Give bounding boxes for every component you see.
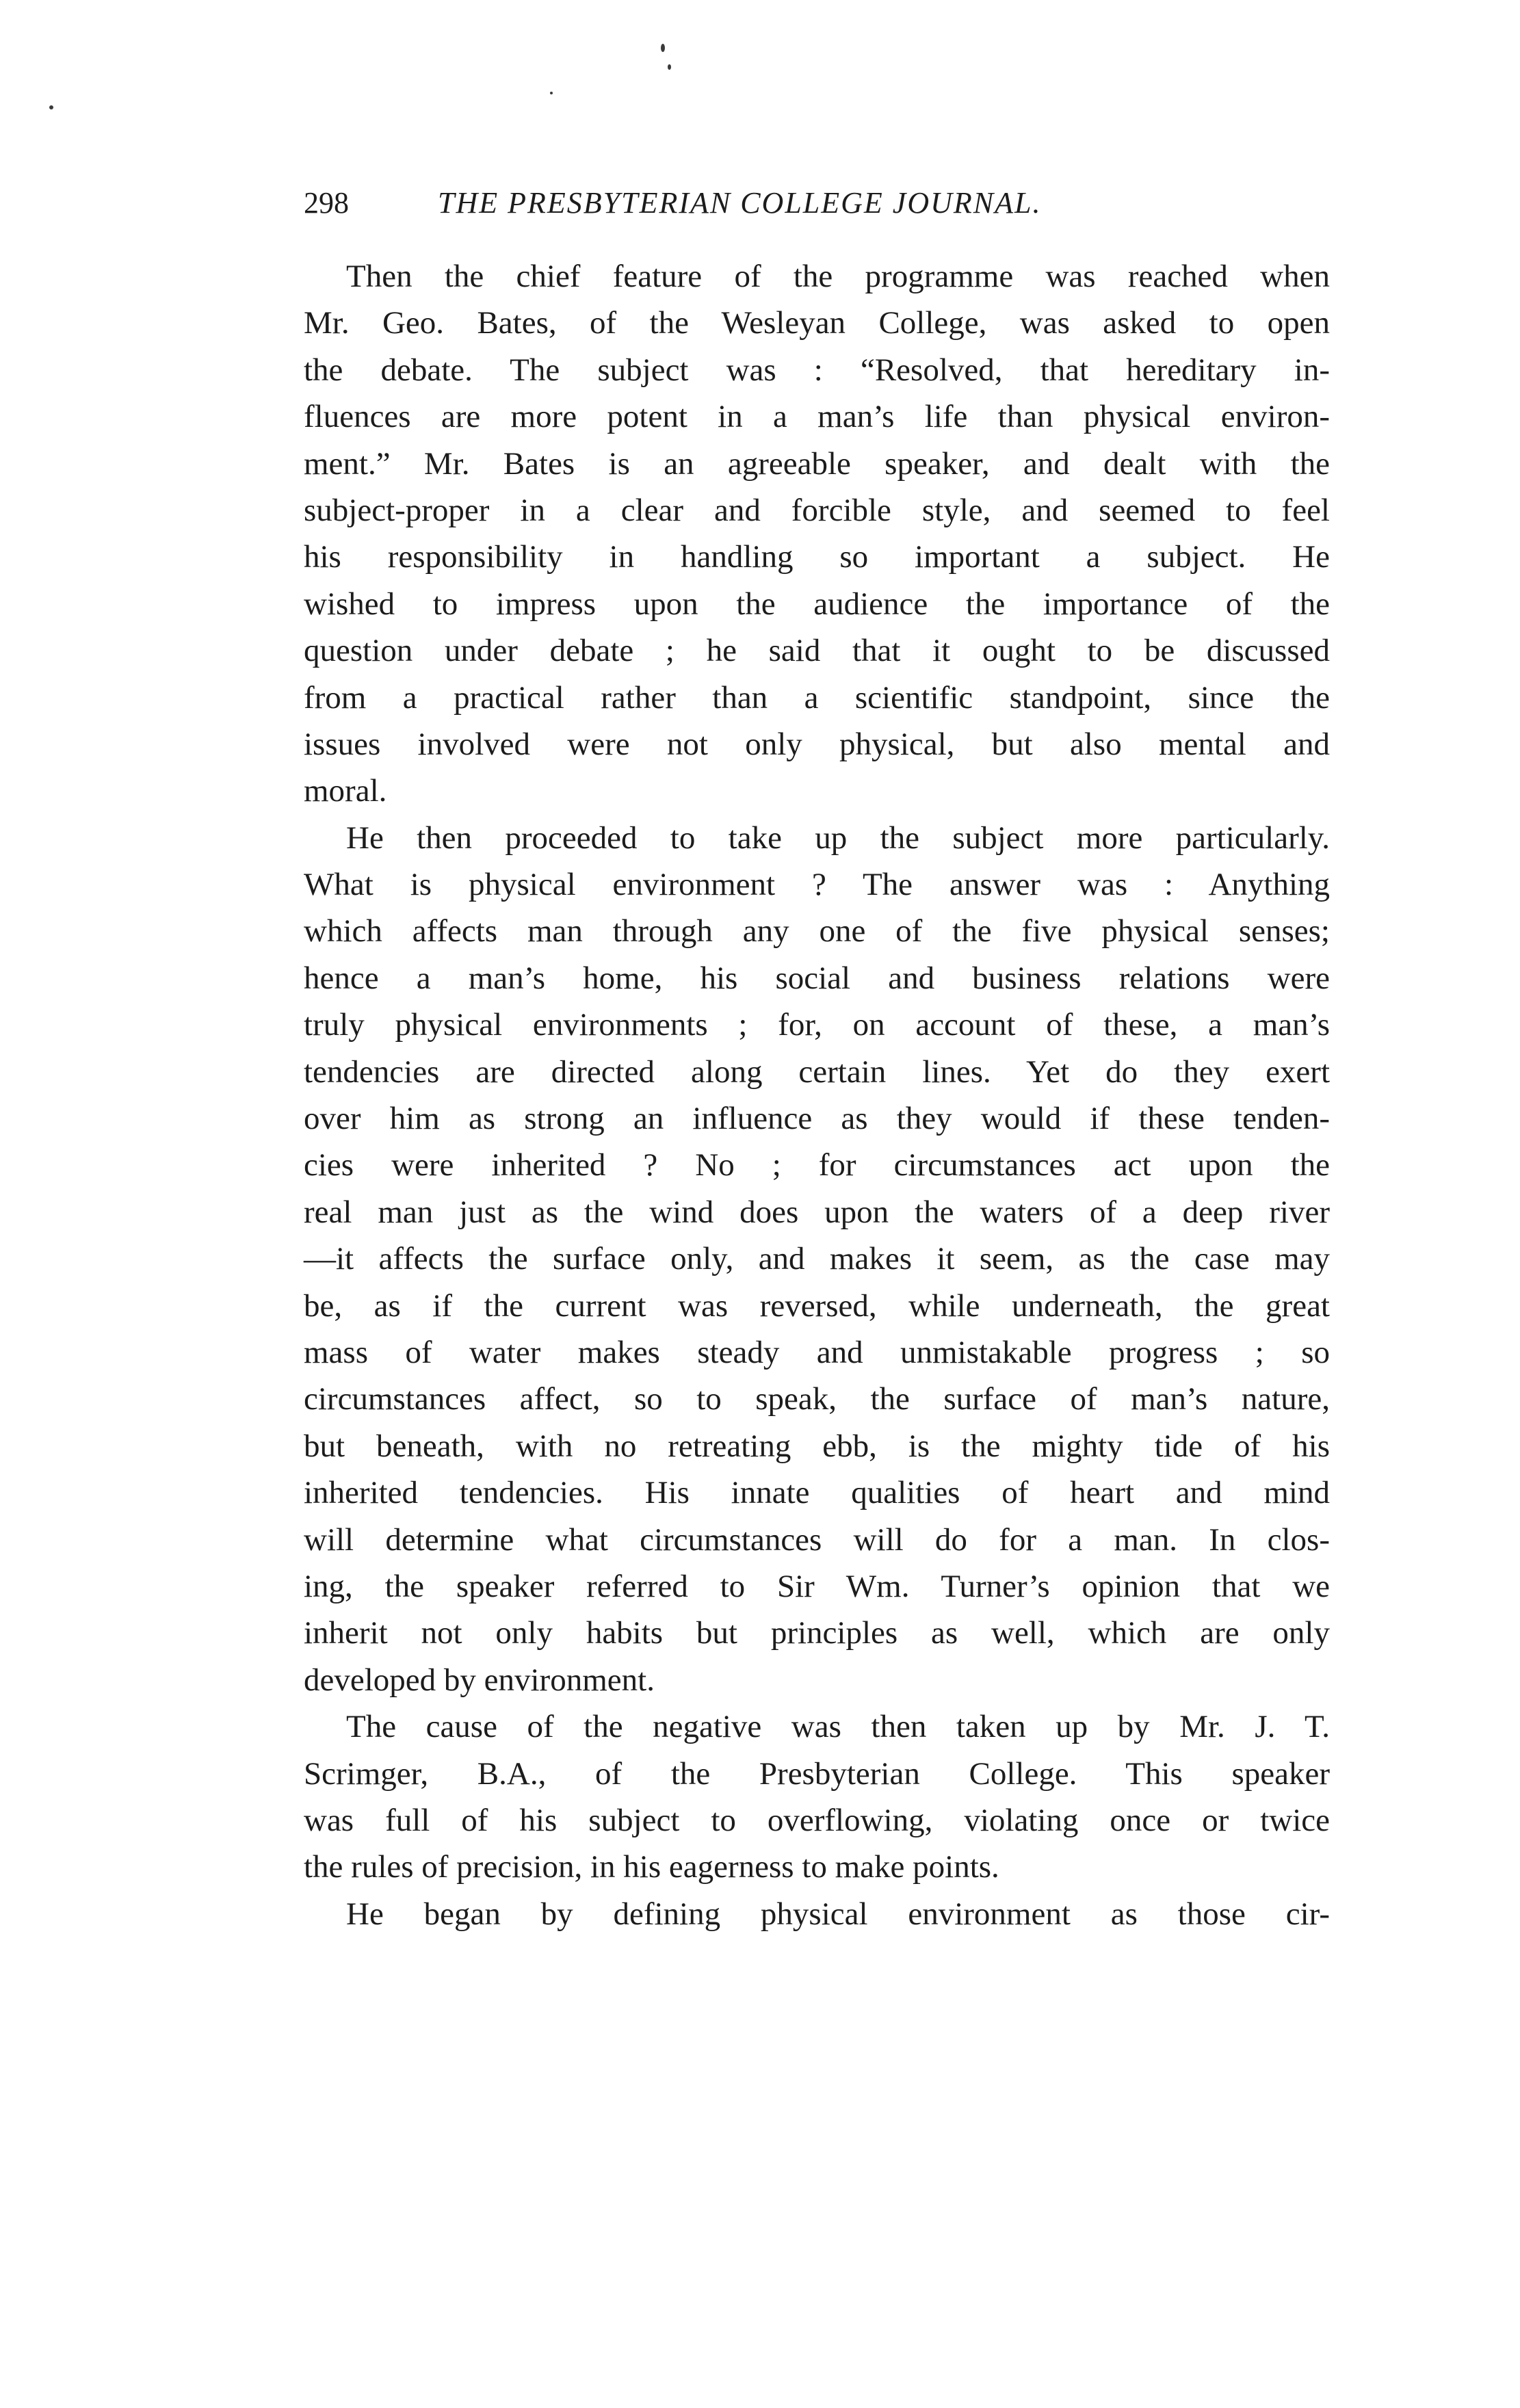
page-header <box>304 179 1316 227</box>
running-title: THE PRESBYTERIAN COLLEGE JOURNAL. <box>438 186 1042 220</box>
page-number: 298 <box>304 186 349 220</box>
text-line: moral. <box>304 773 387 809</box>
text-line: —it affects the surface only, and makes it seem, as the case may <box>304 1241 1330 1277</box>
text-line: his responsibility in handling so important a subject. He <box>304 539 1330 575</box>
text-line: question under debate ; he said that it ought to be discussed <box>304 633 1330 669</box>
paragraph-3 <box>304 1703 1330 1891</box>
text-line: Then the chief feature of the programme was reached when <box>346 259 1330 294</box>
paragraph-4 <box>304 1891 1330 1937</box>
text-line: The cause of the negative was then taken up by Mr. J. T. <box>346 1709 1330 1745</box>
text-line: He then proceeded to take up the subject more particularly. <box>346 820 1330 856</box>
ink-speck <box>49 105 53 109</box>
text-line: circumstances affect, so to speak, the surface of man’s nature, <box>304 1381 1330 1417</box>
article-body <box>304 253 1330 1937</box>
paragraph-1 <box>304 253 1330 815</box>
text-line: inherit not only habits but principles as well, which are only <box>304 1615 1330 1651</box>
text-line: will determine what circumstances will do for a man. In clos- <box>304 1521 1330 1558</box>
text-line: developed by environment. <box>304 1662 655 1698</box>
text-line: cies were inherited ? No ; for circumstances act upon the <box>304 1147 1330 1183</box>
text-line: tendencies are directed along certain lines. Yet do they exert <box>304 1054 1330 1090</box>
text-line: the debate. The subject was : “Resolved, that hereditary in- <box>304 352 1330 388</box>
text-line: hence a man’s home, his social and business relations were <box>304 960 1330 996</box>
text-line: wished to impress upon the audience the importance of the <box>304 586 1330 622</box>
text-line: was full of his subject to overflowing, violating once or twice <box>304 1802 1330 1838</box>
paragraph-2 <box>304 815 1330 1703</box>
text-line: truly physical environments ; for, on account of these, a man’s <box>304 1007 1330 1043</box>
text-line: subject-proper in a clear and forcible style, and seemed to feel <box>304 492 1330 528</box>
ink-speck <box>550 92 553 94</box>
text-line: fluences are more potent in a man’s life than physical environ- <box>304 399 1330 435</box>
text-line: What is physical environment ? The answer was : Anything <box>304 867 1330 903</box>
text-line: He began by defining physical environment as those cir- <box>346 1896 1330 1932</box>
ink-speck <box>661 44 665 52</box>
text-line: Mr. Geo. Bates, of the Wesleyan College, was asked to open <box>304 305 1330 341</box>
text-line: inherited tendencies. His innate qualities of heart and mind <box>304 1475 1330 1511</box>
text-line: real man just as the wind does upon the waters of a deep river <box>304 1194 1330 1230</box>
ink-speck <box>668 64 671 70</box>
text-line: which affects man through any one of the five physical senses; <box>304 913 1330 950</box>
text-line: the rules of precision, in his eagerness to make points. <box>304 1849 999 1885</box>
text-line: issues involved were not only physical, but also mental and <box>304 726 1330 762</box>
text-line: be, as if the current was reversed, while underneath, the great <box>304 1287 1330 1324</box>
text-line: ment.” Mr. Bates is an agreeable speaker, and dealt with the <box>304 445 1330 482</box>
text-line: mass of water makes steady and unmistakable progress ; so <box>304 1334 1330 1370</box>
text-line: Scrimger, B.A., of the Presbyterian College. This speaker <box>304 1755 1330 1792</box>
text-line: ing, the speaker referred to Sir Wm. Turner’s opinion that we <box>304 1568 1330 1604</box>
text-line: from a practical rather than a scientific standpoint, since the <box>304 679 1330 716</box>
text-line: over him as strong an influence as they would if these tenden- <box>304 1101 1330 1137</box>
text-line: but beneath, with no retreating ebb, is the mighty tide of his <box>304 1428 1330 1464</box>
